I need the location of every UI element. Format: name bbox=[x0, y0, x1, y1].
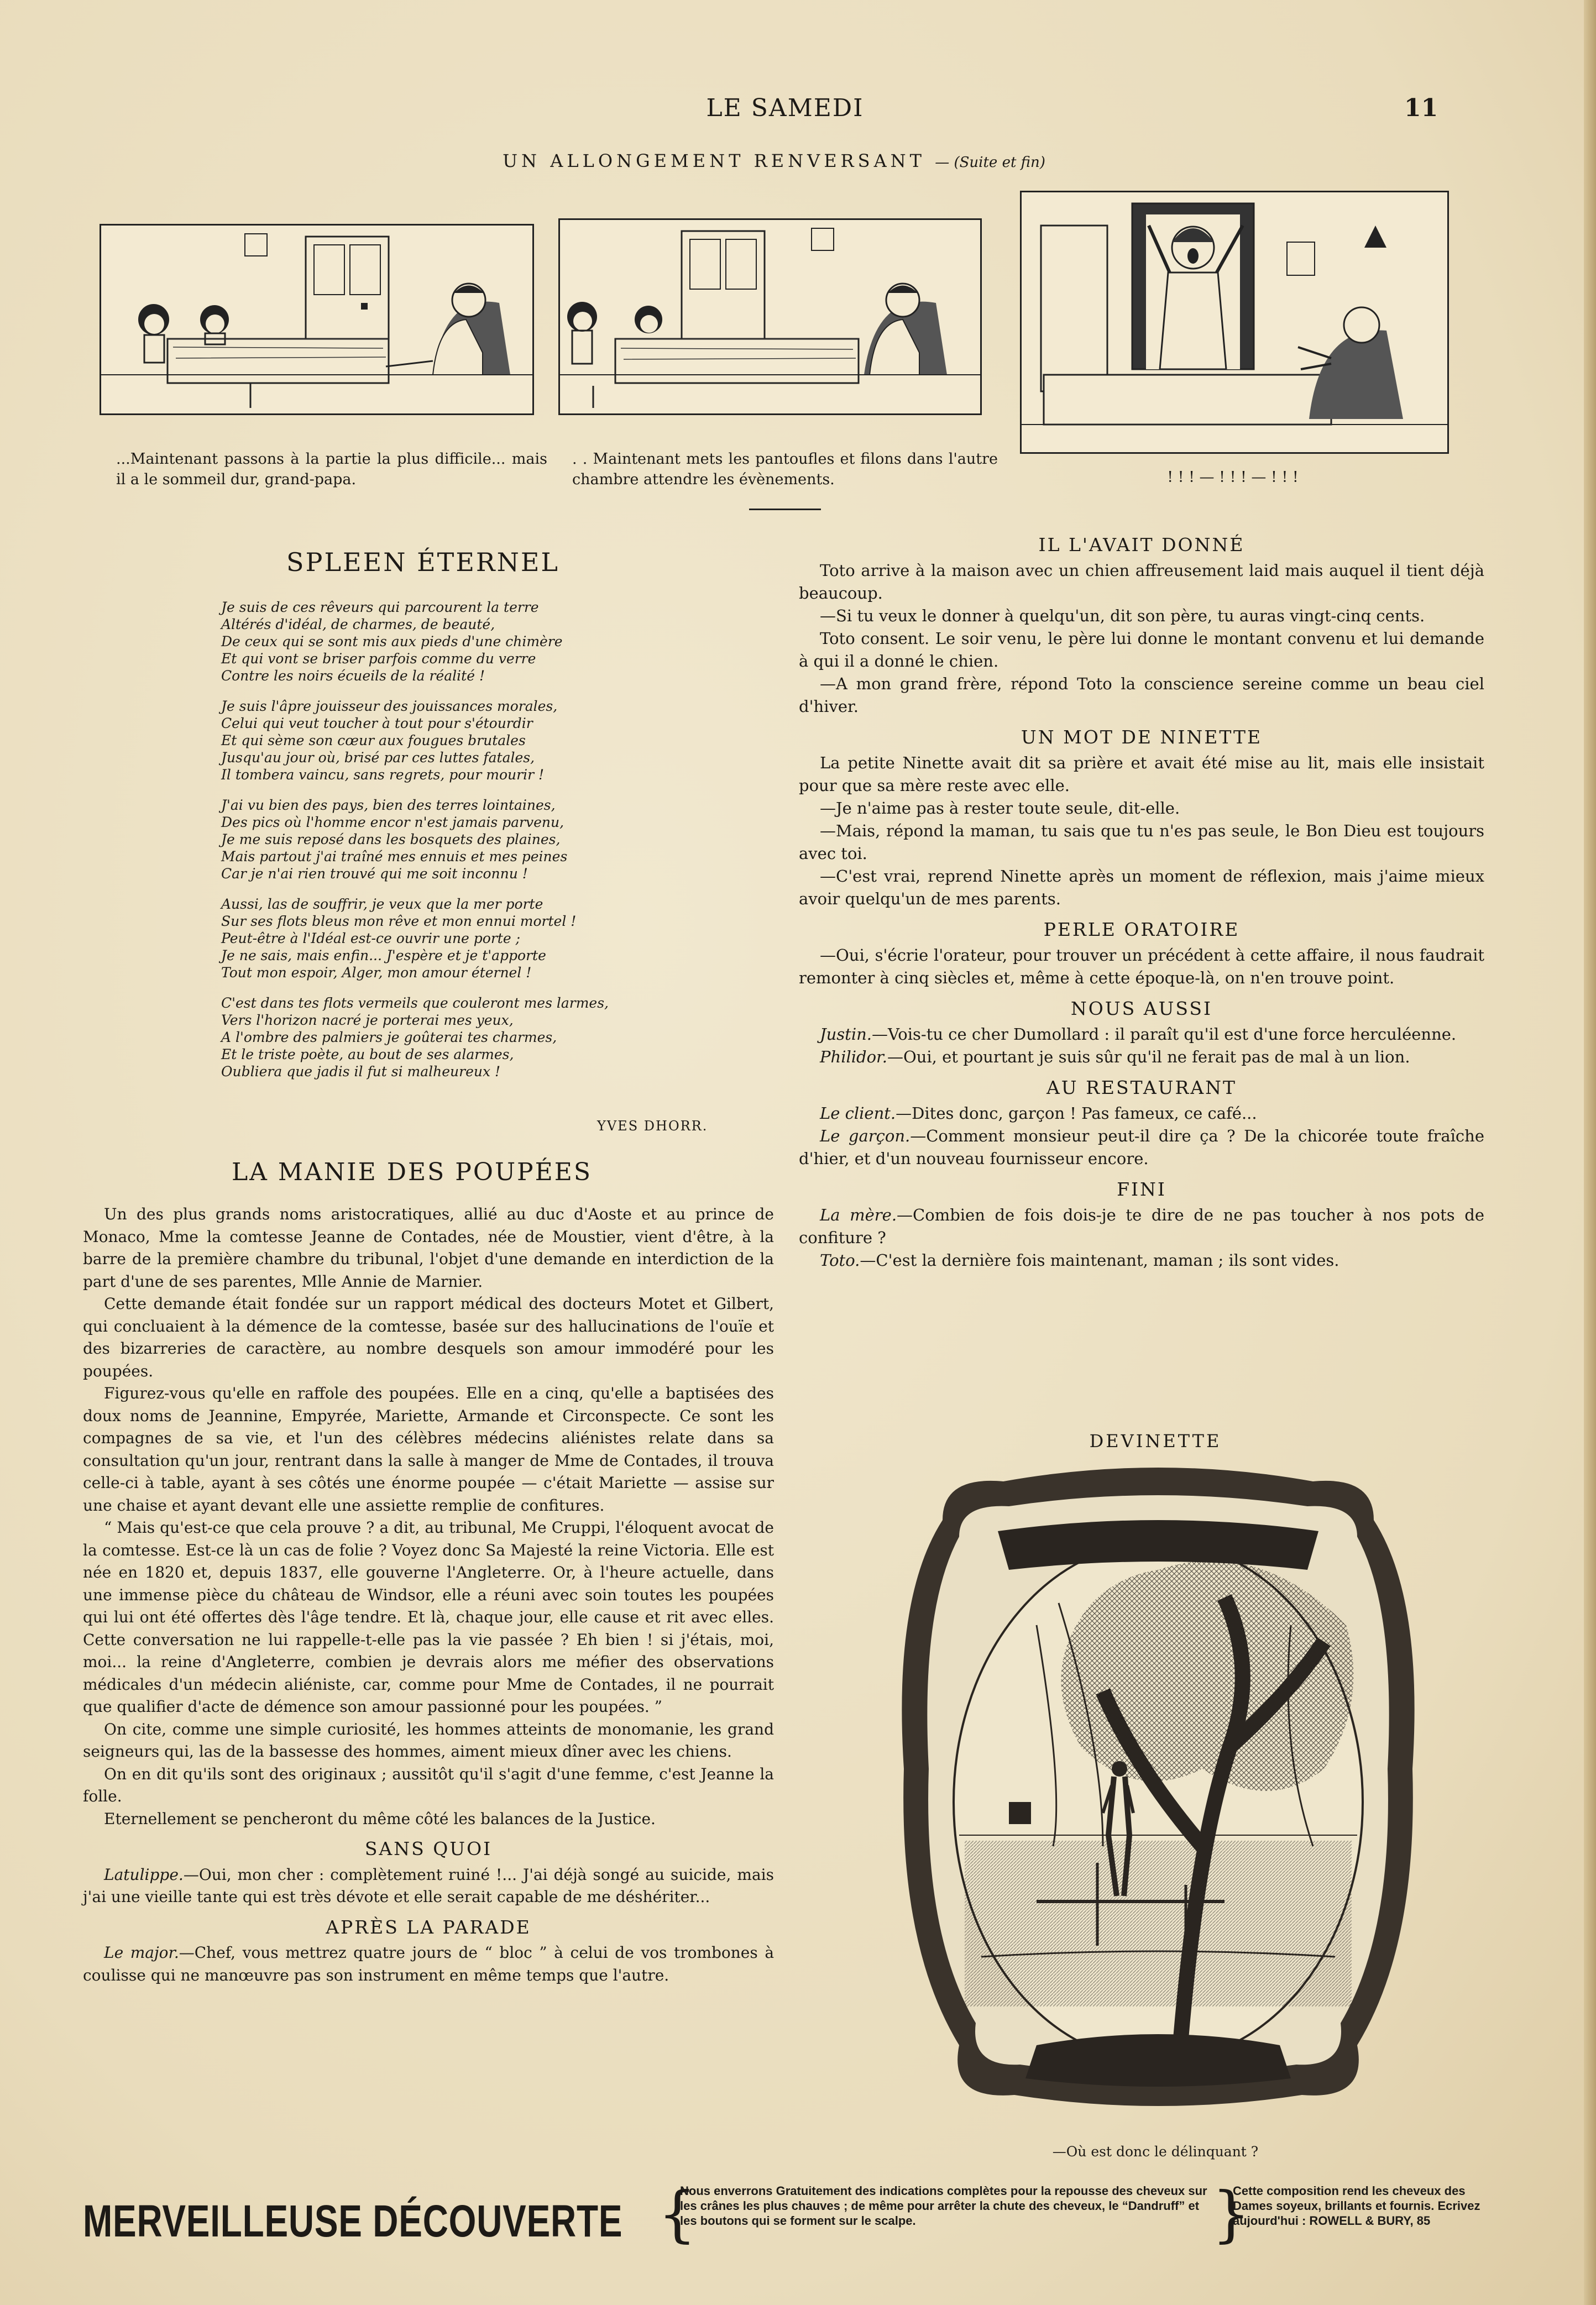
joke-paragraph: Toto arrive à la maison avec un chien affreusement laid mais auquel il tient déjà beaucoup. bbox=[799, 561, 1484, 603]
panel-1-caption: ...Maintenant passons à la partie la plus difficile... mais il a le sommeil dur, grand-papa. bbox=[116, 450, 547, 488]
poem-line: Sur ses flots bleus mon rêve et mon ennui mortel ! bbox=[221, 913, 577, 929]
joke-paragraph: —Si tu veux le donner à quelqu'un, dit son père, tu auras vingt-cinq cents. bbox=[820, 606, 1425, 625]
spleen-title: SPLEEN ÉTERNEL bbox=[286, 547, 559, 577]
poem-line: Il tombera vaincu, sans regrets, pour mourir ! bbox=[221, 767, 545, 783]
joke-text: —Oui, et pourtant je suis sûr qu'il ne ferait pas de mal à un lion. bbox=[887, 1047, 1410, 1066]
poem-line: Tout mon espoir, Alger, mon amour éternel ! bbox=[221, 965, 532, 981]
joke-paragraph bbox=[799, 1204, 1484, 1249]
speaker: Latulippe. bbox=[104, 1865, 184, 1884]
speaker: Toto. bbox=[820, 1251, 860, 1270]
manie-article bbox=[83, 1203, 774, 1987]
poem-line: J'ai vu bien des pays, bien des terres lointaines, bbox=[221, 797, 556, 813]
joke-paragraph: —A mon grand frère, répond Toto la conscience sereine comme un beau ciel d'hiver. bbox=[799, 674, 1484, 716]
ad-text: Cette composition rend les cheveux des Dames soyeux, brillants et fournis. Ecrivez aujourd'hui : ROWELL & BURY, 85 bbox=[1233, 2184, 1480, 2228]
joke-paragraph bbox=[799, 1125, 1484, 1170]
joke-paragraph bbox=[83, 1864, 774, 1909]
poem-line: Je ne sais, mais enfin... J'espère et je t'apporte bbox=[221, 947, 546, 963]
strip-title bbox=[387, 150, 1161, 171]
article-paragraph: On cite, comme une simple curiosité, les hommes atteints de monomanie, les grand seigneurs qui, las de la bassesse des hommes, aiment mieux dîner avec les chiens. bbox=[83, 1720, 774, 1761]
nous-aussi-title: NOUS AUSSI bbox=[1070, 998, 1213, 1019]
right-column-jokes bbox=[799, 533, 1484, 1272]
poem-line: C'est dans tes flots vermeils que couleront mes larmes, bbox=[221, 995, 609, 1011]
article-paragraph: Un des plus grands noms aristocratiques, allié au duc d'Aoste et au prince de Monaco, Mme la comtesse Jeanne de Contades, née de Moustier, vient d'être, à la barre de la première chambre du tribunal, l'objet d'une demande en interdiction de la part d'une de ses parentes, Mlle Annie de Marnier. bbox=[83, 1205, 774, 1291]
article-paragraph: On en dit qu'ils sont des originaux ; aussitôt qu'il s'agit d'une femme, c'est Jeanne la folle. bbox=[83, 1764, 774, 1805]
poem-stanza bbox=[221, 797, 663, 882]
poem-line: A l'ombre des palmiers je goûterai tes charmes, bbox=[221, 1029, 557, 1045]
devinette-illustration bbox=[871, 1459, 1446, 2117]
article-paragraph: Eternellement se pencheront du même côté les balances de la Justice. bbox=[104, 1809, 656, 1828]
poem-line: Je me suis reposé dans les bosquets des plaines, bbox=[221, 831, 561, 847]
joke-paragraph bbox=[799, 1102, 1484, 1125]
comic-panel-1-drawing bbox=[101, 226, 532, 413]
donne-title: IL L'AVAIT DONNÉ bbox=[1038, 534, 1245, 556]
comic-panel-3 bbox=[1020, 191, 1449, 454]
poem-line: Aussi, las de souffrir, je veux que la mer porte bbox=[221, 896, 543, 912]
poem-stanza bbox=[221, 994, 663, 1080]
strip-title-suffix: — (Suite et fin) bbox=[935, 154, 1045, 171]
joke-paragraph: —Oui, s'écrie l'orateur, pour trouver un précédent à cette affaire, il nous faudrait remonter à cinq siècles et, même à cette époque-là, on n'en trouve point. bbox=[799, 946, 1484, 987]
poem-line: Je suis l'âpre jouisseur des jouissances morales, bbox=[221, 698, 558, 714]
section-divider bbox=[749, 509, 821, 510]
poem-line: Celui qui veut toucher à tout pour s'étourdir bbox=[221, 715, 533, 731]
article-paragraph: Figurez-vous qu'elle en raffole des poupées. Elle en a cinq, qu'elle a baptisées des doux noms de Jeannine, Empyrée, Mariette, Armande et Circonspecte. Ce sont les compagnes de sa vie, et l'un des célèbres médecins aliénistes relate dans sa consultation qu'un jour, rentrant dans la salle à manger de Mme de Contades, il trouva celle-ci à table, ayant à ses côtés une énorme poupée — c'était Mariette — assise sur une chaise et ayant devant elle une assiette remplie de confitures. bbox=[83, 1384, 774, 1515]
joke-text: —Vois-tu ce cher Dumollard : il paraît qu'il est d'une force herculéenne. bbox=[872, 1025, 1457, 1044]
manie-title: LA MANIE DES POUPÉES bbox=[231, 1158, 593, 1186]
poem-stanza bbox=[221, 895, 663, 981]
joke-text: —C'est la dernière fois maintenant, maman ; ils sont vides. bbox=[860, 1251, 1339, 1270]
poem-line: Altérés d'idéal, de charmes, de beauté, bbox=[221, 616, 495, 632]
page-header bbox=[0, 94, 1596, 127]
brace-right-icon: } bbox=[1212, 2178, 1250, 2249]
poem-line: Et qui vont se briser parfois comme du verre bbox=[221, 651, 536, 667]
devinette-caption: —Où est donc le délinquant ? bbox=[1052, 2144, 1259, 2160]
poem-stanza bbox=[221, 698, 663, 783]
poem-line: Je suis de ces rêveurs qui parcourent la terre bbox=[221, 599, 539, 615]
poem-line: Peut-être à l'Idéal est-ce ouvrir une porte ; bbox=[221, 930, 521, 946]
joke-text: —Combien de fois dois-je te dire de ne pas toucher à nos pots de confiture ? bbox=[799, 1206, 1485, 1247]
parade-title: APRÈS LA PARADE bbox=[326, 1916, 531, 1938]
poem-line: Des pics où l'homme encor n'est jamais parvenu, bbox=[221, 814, 564, 830]
restaurant-title: AU RESTAURANT bbox=[1046, 1077, 1237, 1098]
speaker: La mère. bbox=[820, 1206, 897, 1224]
sans-quoi-title: SANS QUOI bbox=[364, 1838, 493, 1859]
ad-title: MERVEILLEUSE DÉCOUVERTE bbox=[83, 2196, 623, 2246]
poem-line: Et le triste poète, au bout de ses alarmes, bbox=[221, 1046, 514, 1062]
poem-line: Et qui sème son cœur aux fougues brutales bbox=[221, 732, 526, 748]
article-paragraph: “ Mais qu'est-ce que cela prouve ? a dit, au tribunal, Me Cruppi, l'éloquent avocat de la comtesse. Est-ce là un cas de folie ? Voyez donc Sa Majesté la reine Victoria. Elle est née en 1820 et, depuis 1837, elle gouverne l'Angleterre. Or, à l'heure actuelle, dans une immense pièce du château de Windsor, elle a réuni avec soin toutes les poupées qui lui ont été offertes dès l'âge tendre. Et là, chaque jour, elle cause et rit avec elles. Cette conversation ne lui rappelle-t-elle pas la vie passée ? Eh bien ! si j'étais, moi, moi... la reine d'Angleterre, combien je devrais alors me méfier des observations médicales d'un médecin aliéniste, car, comme pour Mme de Contades, il ne pourrait que qualifier d'acte de démence son amour passionné pour les poupées. ” bbox=[83, 1518, 774, 1716]
page-edge bbox=[1584, 0, 1596, 2305]
poem-line: De ceux qui se sont mis aux pieds d'une chimère bbox=[221, 633, 563, 649]
joke-paragraph: Toto consent. Le soir venu, le père lui donne le montant convenu et lui demande à qui il a donné le chien. bbox=[799, 629, 1484, 670]
poem-line: Jusqu'au jour où, brisé par ces luttes fatales, bbox=[221, 750, 535, 766]
joke-paragraph: —C'est vrai, reprend Ninette après un moment de réflexion, mais j'aime mieux avoir quelqu'un de mes parents. bbox=[799, 867, 1484, 908]
speaker: Philidor. bbox=[820, 1047, 887, 1066]
ad-text: Nous enverrons Gratuitement des indications complètes pour la repousse des cheveux sur les crânes les plus chauves ; de même pour arrêter la chute des cheveux, le “Dandruff” et les boutons qui se forment sur le scalpe. bbox=[680, 2184, 1207, 2228]
speaker: Le garçon. bbox=[820, 1127, 910, 1145]
comic-panel-1 bbox=[100, 224, 534, 415]
ninette-title: UN MOT DE NINETTE bbox=[1021, 726, 1263, 748]
comic-panel-2 bbox=[558, 218, 982, 415]
comic-panel-2-drawing bbox=[560, 220, 980, 413]
joke-paragraph: —Je n'aime pas à rester toute seule, dit-elle. bbox=[820, 799, 1180, 818]
poem-line: Car je n'ai rien trouvé qui me soit inconnu ! bbox=[221, 866, 528, 882]
poem-line: Vers l'horizon nacré je porterai mes yeux, bbox=[221, 1012, 514, 1028]
fini-title: FINI bbox=[1117, 1178, 1166, 1200]
comic-panel-3-drawing bbox=[1022, 192, 1447, 452]
speaker: Le major. bbox=[104, 1943, 179, 1962]
poem-line: Contre les noirs écueils de la réalité ! bbox=[221, 668, 485, 684]
panel-2-caption: . . Maintenant mets les pantoufles et filons dans l'autre chambre attendre les évènements. bbox=[572, 450, 998, 488]
speaker: Justin. bbox=[820, 1025, 872, 1044]
perle-title: PERLE ORATOIRE bbox=[1043, 919, 1240, 940]
poem-signature: YVES DHORR. bbox=[597, 1118, 708, 1134]
strip-title-text: UN ALLONGEMENT RENVERSANT bbox=[503, 150, 926, 171]
joke-text: —Oui, mon cher : complètement ruiné !... J'ai déjà songé au suicide, mais j'ai une vieille tante qui est très dévote et elle serait capable de me déshériter... bbox=[83, 1865, 774, 1906]
panel-3-caption: ! ! ! — ! ! ! — ! ! ! bbox=[1167, 469, 1299, 486]
poem-stanza bbox=[221, 599, 663, 684]
poem-line: Mais partout j'ai traîné mes ennuis et mes peines bbox=[221, 848, 568, 865]
joke-paragraph: La petite Ninette avait dit sa prière et avait été mise au lit, mais elle insistait pour que sa mère reste avec elle. bbox=[799, 753, 1484, 795]
joke-text: —Chef, vous mettrez quatre jours de “ bloc ” à celui de vos trombones à coulisse qui ne manœuvre pas son instrument en même temps que l'autre. bbox=[83, 1943, 775, 1984]
journal-title: LE SAMEDI bbox=[706, 94, 864, 122]
page-number: 11 bbox=[1404, 94, 1438, 122]
joke-paragraph bbox=[799, 1023, 1484, 1046]
joke-paragraph bbox=[799, 1249, 1484, 1272]
joke-paragraph: —Mais, répond la maman, tu sais que tu n'es pas seule, le Bon Dieu est toujours avec toi. bbox=[799, 821, 1484, 863]
devinette-title: DEVINETTE bbox=[1089, 1431, 1222, 1452]
brace-left-icon: { bbox=[658, 2178, 697, 2249]
poem-line: Oubliera que jadis il fut si malheureux ! bbox=[221, 1064, 501, 1080]
devinette-engraving bbox=[871, 1459, 1446, 2117]
spleen-poem bbox=[221, 599, 663, 1093]
joke-paragraph bbox=[799, 1046, 1484, 1068]
joke-paragraph bbox=[83, 1942, 774, 1987]
joke-text: —Dites donc, garçon ! Pas fameux, ce café... bbox=[896, 1104, 1257, 1123]
advertisement bbox=[83, 2178, 1498, 2261]
article-paragraph: Cette demande était fondée sur un rapport médical des docteurs Motet et Gilbert, qui concluaient à la démence de la comtesse, basée sur des hallucinations de l'ouïe et des bizarreries de caractère, au nombre desquels son amour immodéré pour les poupées. bbox=[83, 1295, 774, 1380]
speaker: Le client. bbox=[820, 1104, 896, 1123]
joke-text: —Comment monsieur peut-il dire ça ? De la chicorée toute fraîche d'hier, et d'un nouveau fournisseur encore. bbox=[799, 1127, 1485, 1168]
